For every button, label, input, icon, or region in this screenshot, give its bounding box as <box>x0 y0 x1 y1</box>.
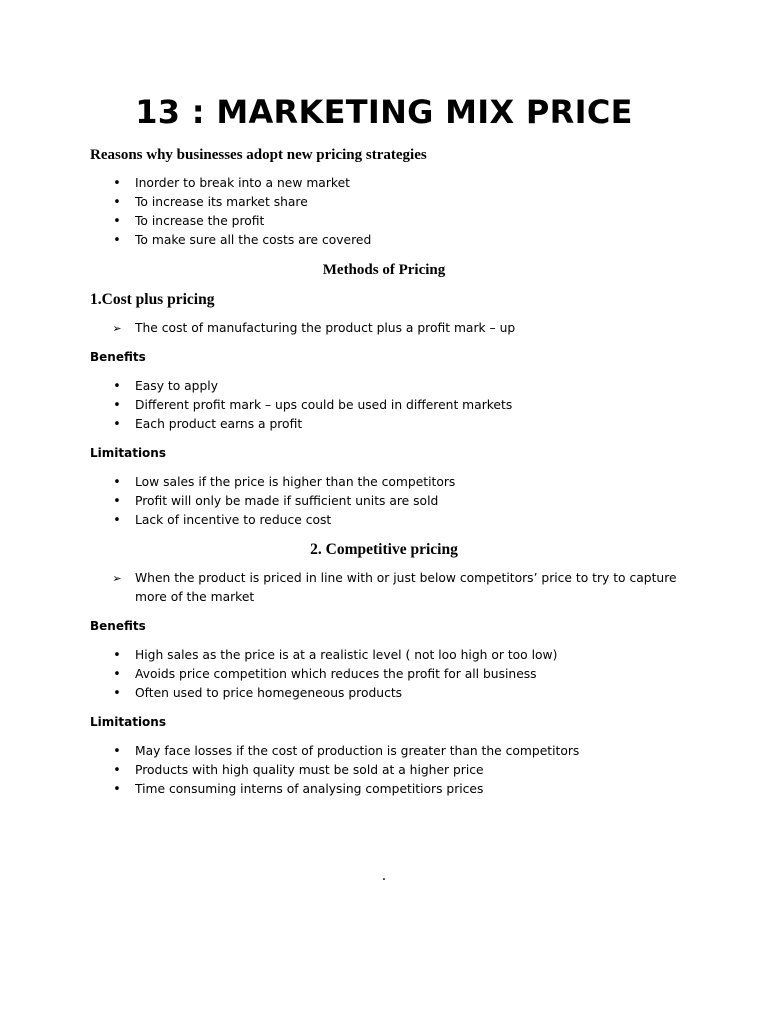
list-item: • Often used to price homegeneous products <box>90 684 690 703</box>
footer-mark: . <box>381 868 387 884</box>
reasons-heading: Reasons why businesses adopt new pricing strategies <box>90 147 427 163</box>
list-item: • Inorder to break into a new market <box>90 174 690 193</box>
list-item: • Each product earns a profit <box>90 415 690 434</box>
list-item: ➢ When the product is priced in line with or just below competitors’ price to try to capture more of the market <box>90 569 690 607</box>
list-item: • Lack of incentive to reduce cost <box>90 511 690 530</box>
competitive-definition <box>90 569 690 607</box>
cost-plus-benefits-label: Benefits <box>90 350 146 364</box>
list-item: • Avoids price competition which reduces the profit for all business <box>90 665 690 684</box>
bullet-icon <box>110 780 124 799</box>
list-item: • May face losses if the cost of production is greater than the competitors <box>90 742 690 761</box>
cost-plus-heading: 1.Cost plus pricing <box>90 291 215 308</box>
list-item: • High sales as the price is at a realistic level ( not loo high or too low) <box>90 646 690 665</box>
bullet-icon <box>110 473 124 492</box>
competitive-heading: 2. Competitive pricing <box>310 541 458 558</box>
list-item: • To increase its market share <box>90 193 690 212</box>
competitive-limitations-label: Limitations <box>90 715 166 729</box>
competitive-benefits-list <box>90 646 690 703</box>
list-item: • Time consuming interns of analysing competitiors prices <box>90 780 690 799</box>
bullet-icon <box>110 377 124 396</box>
list-item: • Different profit mark – ups could be used in different markets <box>90 396 690 415</box>
list-item: ➢ The cost of manufacturing the product plus a profit mark – up <box>90 319 690 338</box>
arrow-bullet-icon <box>110 569 124 588</box>
bullet-icon <box>110 396 124 415</box>
list-item: • Easy to apply <box>90 377 690 396</box>
bullet-icon <box>110 684 124 703</box>
bullet-icon <box>110 174 124 193</box>
cost-plus-benefits-list <box>90 377 690 434</box>
reasons-list <box>90 174 690 250</box>
cost-plus-definition <box>90 319 690 338</box>
bullet-icon <box>110 742 124 761</box>
list-item: • Products with high quality must be sold at a higher price <box>90 761 690 780</box>
competitive-limitations-list <box>90 742 690 799</box>
bullet-icon <box>110 193 124 212</box>
cost-plus-limitations-label: Limitations <box>90 446 166 460</box>
bullet-icon <box>110 415 124 434</box>
page-title: 13 : MARKETING MIX PRICE <box>135 93 633 131</box>
bullet-icon <box>110 212 124 231</box>
bullet-icon <box>110 511 124 530</box>
bullet-icon <box>110 761 124 780</box>
methods-heading: Methods of Pricing <box>322 262 446 278</box>
bullet-icon <box>110 665 124 684</box>
cost-plus-limitations-list <box>90 473 690 530</box>
list-item: • To make sure all the costs are covered <box>90 231 690 250</box>
list-item: • To increase the profit <box>90 212 690 231</box>
list-item: • Profit will only be made if sufficient units are sold <box>90 492 690 511</box>
arrow-bullet-icon <box>110 319 124 338</box>
bullet-icon <box>110 231 124 250</box>
bullet-icon <box>110 646 124 665</box>
bullet-icon <box>110 492 124 511</box>
competitive-benefits-label: Benefits <box>90 619 146 633</box>
list-item: • Low sales if the price is higher than the competitors <box>90 473 690 492</box>
